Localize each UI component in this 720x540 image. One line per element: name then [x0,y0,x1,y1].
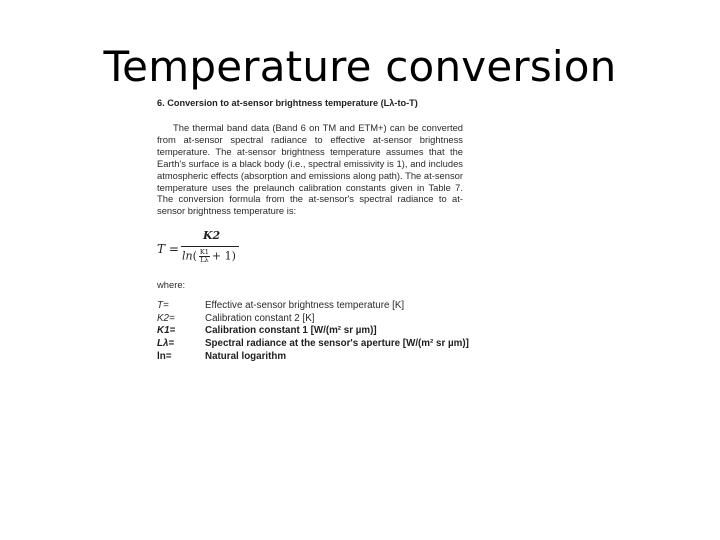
open-paren: ( [192,249,197,263]
fraction-bar [181,246,239,247]
definition-symbol: K2= [157,312,175,324]
definition-text: Calibration constant 2 [K] [205,312,315,324]
definition-text: Spectral radiance at the sensor's aperture [W/(m² sr µm)] [205,338,469,350]
conversion-formula [157,229,477,277]
where-label: where: [157,279,186,291]
definition-text: Calibration constant 1 [W/(m² sr µm)] [205,325,377,337]
inner-numerator: K1 [199,248,209,257]
formula-numerator: K2 [203,229,221,243]
plus-one: + 1) [211,249,236,263]
definition-symbol: Lλ= [157,338,175,350]
definition-symbol: K1= [157,325,176,337]
document-excerpt [157,96,477,363]
definition-symbol: T= [157,300,169,312]
formula-lhs: T = [157,242,179,257]
definition-row [157,351,477,364]
body-paragraph: The thermal band data (Band 6 on TM and ETM+) can be converted from at-sensor spectral radiance to effective at-sensor brightness temperature. The at-sensor brightness temperature assumes that the Earth's surface is a black body (i.e., spectral emissivity is 1), and includes atmospheric effects (absorption and emissions along path). The at-sensor temperature uses the prelaunch calibration constants given in Table 7. The conversion formula from the at-sensor's spectral radiance to at-sensor brightness temperature is: [157,122,463,217]
definition-text: Natural logarithm [205,350,287,362]
definition-row [157,300,477,313]
definition-row [157,313,477,326]
section-heading: 6. Conversion to at-sensor brightness temperature (Lλ-to-T) [157,98,418,108]
definition-text: Effective at-sensor brightness temperature [K] [205,300,405,312]
definitions-list [157,300,477,363]
definition-row [157,338,477,351]
definition-row [157,325,477,338]
slide-title: Temperature conversion [103,42,617,91]
ln-symbol: ln [182,249,193,263]
inner-fraction [199,249,210,264]
inner-denominator: Lλ [200,256,209,265]
definition-symbol: ln= [157,350,172,362]
formula-denominator [182,249,236,264]
